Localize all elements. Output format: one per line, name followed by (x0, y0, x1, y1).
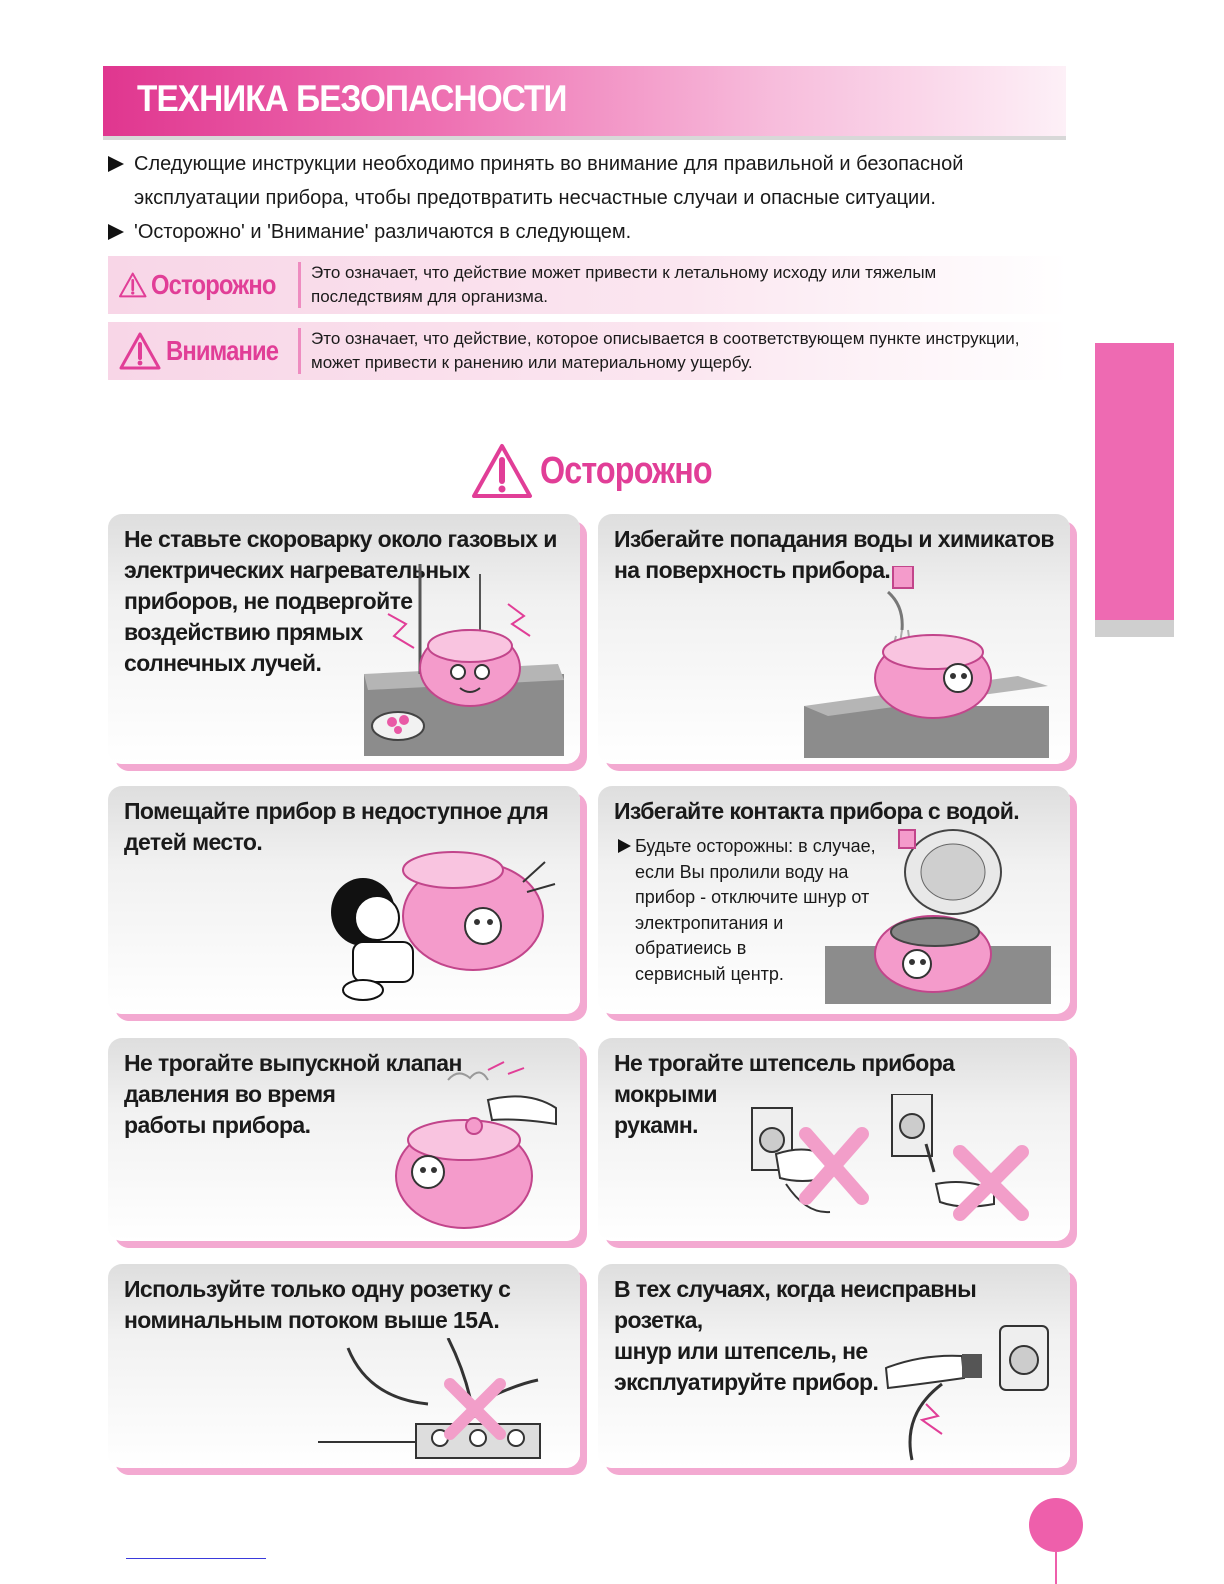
legend-description-line: может привести к ранению или материальному ущербу. (311, 353, 753, 372)
wet-hands-plug-illustration (746, 1094, 1036, 1234)
card-subnote-line: Будьте осторожны: в случае, (635, 836, 876, 856)
card-title-line: давления во время (124, 1081, 336, 1107)
card-title-line: воздействию прямых (124, 619, 363, 645)
card-title-line: эксплуатируйте прибор. (614, 1369, 879, 1395)
legend-description-line: Это означает, что действие, которое описывается в соответствующем пункте инструкции, (311, 329, 1020, 348)
cooker-near-stove-illustration (358, 564, 573, 759)
page-header-bar (103, 66, 1066, 140)
multi-plug-outlet-illustration (318, 1338, 558, 1462)
section-side-tab (1095, 343, 1174, 620)
caution-heading-label: Осторожно (540, 449, 712, 492)
card-title-line: электрических нагревательных (124, 557, 470, 583)
warning-triangle-icon (470, 442, 534, 500)
child-with-cooker-illustration (323, 842, 568, 1007)
card-title-line: Не ставьте скороварку около газовых и (124, 526, 557, 552)
page-marker-stem (1055, 1552, 1057, 1584)
intro-bullet-line: эксплуатации прибора, чтобы предотвратить несчастные случаи и опасные ситуации. (134, 187, 936, 209)
intro-bullet-line: Следующие инструкции необходимо принять во внимание для правильной и безопасной (134, 153, 964, 175)
page-title: ТЕХНИКА БЕЗОПАСНОСТИ (137, 78, 567, 119)
card-title (124, 1274, 564, 1336)
warning-triangle-icon (118, 331, 162, 371)
card-title-line: приборов, не подвергойте (124, 588, 413, 614)
legend-term (108, 322, 298, 380)
intro-bullet (108, 147, 1068, 215)
caution-card-pressure-valve (108, 1038, 580, 1241)
legend-term (108, 256, 298, 314)
caution-card-heat (108, 514, 580, 764)
caution-card-wet-hands (598, 1038, 1070, 1241)
legend-description-line: Это означает, что действие может привести к летальному исходу или тяжелым (311, 263, 937, 282)
caution-card-children (108, 786, 580, 1014)
damaged-plug-illustration (882, 1324, 1057, 1464)
card-subnote-line: электропитания и (635, 912, 784, 933)
footer-rule (126, 1558, 266, 1559)
legend-description (311, 327, 1071, 375)
legend-row-attention (108, 322, 1068, 380)
caution-card-water-contact (598, 786, 1070, 1014)
open-cooker-water-illustration (823, 826, 1058, 1006)
card-title-line: Используйте только одну розетку с (124, 1276, 511, 1302)
cooker-water-splash-illustration (798, 566, 1058, 761)
card-subnote-line: если Вы пролили воду на (635, 861, 849, 882)
intro-bullet (108, 215, 1068, 249)
legend-divider (298, 328, 301, 374)
card-title-line: Не трогайте выпускной клапан (124, 1050, 462, 1076)
legend-description (311, 261, 1071, 309)
card-title-line: на поверхность прибора. (614, 557, 891, 583)
card-subnote-line: обратиеись в (635, 938, 747, 958)
card-title-line: рукамн. (614, 1112, 698, 1138)
card-title-line: Помещайте прибор в недоступное для (124, 798, 549, 824)
caution-heading (470, 440, 742, 502)
card-title-line: детей место. (124, 829, 263, 855)
card-subnote-line: сервисный центр. (635, 963, 784, 984)
intro-bullet-line: 'Осторожно' и 'Внимание' различаются в следующем. (134, 221, 632, 243)
card-title-line: Избегайте контакта прибора с водой. (614, 798, 1020, 824)
card-title-line: Избегайте попадания воды и химикатов (614, 526, 1054, 552)
card-title-line: В тех случаях, когда неисправны розетка, (614, 1276, 977, 1333)
card-title (614, 796, 1054, 827)
page-number-marker (1029, 1498, 1083, 1552)
hand-on-valve-illustration (388, 1060, 568, 1238)
card-title-line: Не трогайте штепсель прибора мокрыми (614, 1050, 955, 1107)
card-subnote-line: прибор - отключите шнур от (635, 887, 870, 907)
warning-triangle-icon (118, 265, 147, 305)
section-side-tab-shadow (1095, 620, 1174, 637)
card-title-line: солнечных лучей. (124, 650, 322, 676)
legend-term-label: Внимание (166, 335, 279, 366)
caution-card-damaged-plug (598, 1264, 1070, 1468)
legend-row-caution (108, 256, 1068, 314)
intro-text (108, 147, 1068, 249)
caution-card-single-outlet (108, 1264, 580, 1468)
legend-description-line: последствиям для организма. (311, 287, 549, 306)
card-title-line: шнур или штепсель, не (614, 1338, 868, 1364)
card-title-line: номинальным потоком выше 15А. (124, 1307, 500, 1333)
bullet-arrow-icon (618, 839, 631, 853)
legend-divider (298, 262, 301, 308)
legend-term-label: Осторожно (151, 269, 277, 300)
caution-card-water-chemicals (598, 514, 1070, 764)
card-title-line: работы прибора. (124, 1112, 311, 1138)
